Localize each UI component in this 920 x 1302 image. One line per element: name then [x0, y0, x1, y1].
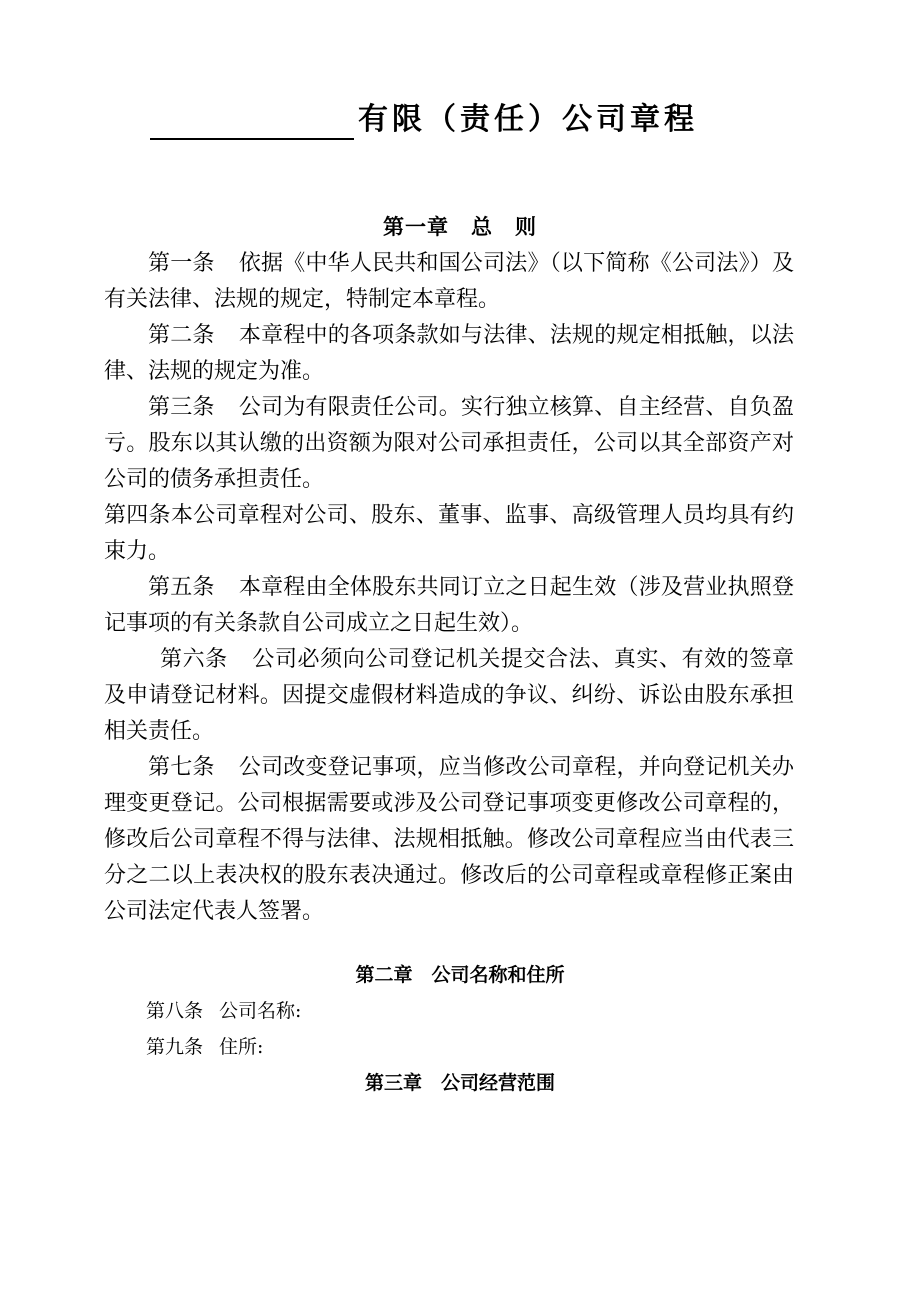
article-text: 本公司章程对公司、股东、董事、监事、高级管理人员均具有约束力。	[104, 503, 794, 564]
article-text: 依据《中华人民共和国公司法》（以下简称《公司法》）及有关法律、法规的规定，特制定本章程。	[104, 251, 794, 312]
article-text: 公司改变登记事项，应当修改公司章程，并向登记机关办理变更登记。公司根据需要或涉及公司登记事项变更修改公司章程的，修改后公司章程不得与法律、法规相抵触。修改公司章程应当由代表三分之二以上表决权的股东表决通过。修改后的公司章程或章程修正案由公司法定代表人签署。	[104, 755, 794, 924]
document-title	[150, 96, 698, 140]
chapter-1-body	[104, 246, 794, 930]
article-8	[146, 996, 301, 1026]
chapter-2-heading: 第二章 公司名称和住所	[355, 964, 565, 986]
article-2	[104, 318, 794, 390]
article-number: 第一条	[148, 251, 215, 276]
article-9	[146, 1032, 263, 1062]
article-number: 第三条	[148, 395, 215, 420]
article-1	[104, 246, 794, 318]
article-number: 第四条	[104, 503, 171, 528]
article-text: 住所:	[219, 1036, 264, 1058]
article-6	[104, 642, 794, 750]
company-name-blank	[150, 102, 354, 140]
article-3	[104, 390, 794, 498]
article-number: 第二条	[148, 323, 215, 348]
article-5	[104, 570, 794, 642]
article-text: 本章程中的各项条款如与法律、法规的规定相抵触，以法律、法规的规定为准。	[104, 323, 794, 384]
article-text: 公司名称:	[219, 1000, 302, 1022]
article-4	[104, 498, 794, 570]
article-number: 第六条	[160, 647, 228, 672]
article-number: 第五条	[148, 575, 215, 600]
chapter-1-heading: 第一章 总 则	[383, 215, 537, 239]
chapter-3-heading: 第三章 公司经营范围	[364, 1072, 555, 1094]
article-number: 第八条	[146, 1000, 204, 1022]
title-text: 有限（责任）公司章程	[358, 102, 698, 137]
article-text: 公司为有限责任公司。实行独立核算、自主经营、自负盈亏。股东以其认缴的出资额为限对公司承担责任，公司以其全部资产对公司的债务承担责任。	[104, 395, 794, 492]
article-text: 本章程由全体股东共同订立之日起生效（涉及营业执照登记事项的有关条款自公司成立之日起生效）。	[104, 575, 794, 636]
article-7	[104, 750, 794, 930]
article-text: 公司必须向公司登记机关提交合法、真实、有效的签章及申请登记材料。因提交虚假材料造成的争议、纠纷、诉讼由股东承担相关责任。	[104, 647, 794, 744]
article-number: 第九条	[146, 1036, 204, 1058]
article-number: 第七条	[148, 755, 215, 780]
